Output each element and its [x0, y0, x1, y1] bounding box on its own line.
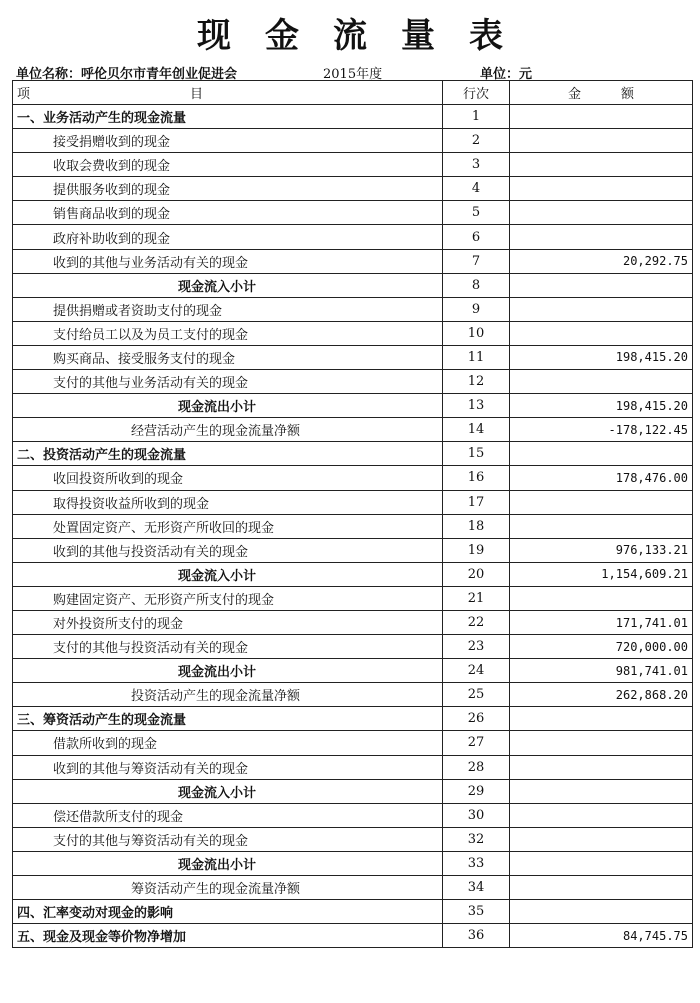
- row-number: 13: [443, 394, 510, 418]
- header-amount: [510, 81, 693, 105]
- row-item: 对外投资所支付的现金: [13, 610, 443, 634]
- table-row: [13, 755, 693, 779]
- row-item: 购建固定资产、无形资产所支付的现金: [13, 586, 443, 610]
- row-amount: [510, 490, 693, 514]
- table-row: [13, 297, 693, 321]
- table-header-row: [13, 81, 693, 105]
- row-item: 一、业务活动产生的现金流量: [13, 105, 443, 129]
- row-item: 支付的其他与投资活动有关的现金: [13, 635, 443, 659]
- row-number: 34: [443, 876, 510, 900]
- table-row: [13, 177, 693, 201]
- row-amount: 178,476.00: [510, 466, 693, 490]
- row-item: 投资活动产生的现金流量净额: [13, 683, 443, 707]
- table-row: [13, 345, 693, 369]
- row-item: 支付的其他与业务活动有关的现金: [13, 370, 443, 394]
- table-row: [13, 249, 693, 273]
- row-amount: [510, 900, 693, 924]
- row-amount: 720,000.00: [510, 635, 693, 659]
- row-number: 22: [443, 610, 510, 634]
- row-number: 1: [443, 105, 510, 129]
- row-number: 19: [443, 538, 510, 562]
- table-row: [13, 827, 693, 851]
- row-amount: [510, 876, 693, 900]
- row-item: 收回投资所收到的现金: [13, 466, 443, 490]
- row-item: 提供捐赠或者资助支付的现金: [13, 297, 443, 321]
- row-number: 20: [443, 562, 510, 586]
- row-item: 提供服务收到的现金: [13, 177, 443, 201]
- currency-unit: 单位：元: [480, 67, 533, 82]
- row-amount: 171,741.01: [510, 610, 693, 634]
- row-item: 筹资活动产生的现金流量净额: [13, 876, 443, 900]
- row-amount: 262,868.20: [510, 683, 693, 707]
- row-number: 3: [443, 153, 510, 177]
- row-amount: [510, 105, 693, 129]
- row-item: 经营活动产生的现金流量净额: [13, 418, 443, 442]
- header-item-a: 项: [17, 87, 31, 102]
- header-amount-a: 金: [567, 87, 581, 102]
- row-number: 6: [443, 225, 510, 249]
- unit-name: 单位名称：呼伦贝尔市青年创业促进会: [16, 67, 238, 82]
- row-amount: [510, 803, 693, 827]
- table-row: [13, 153, 693, 177]
- table-row: [13, 876, 693, 900]
- row-item: 接受捐赠收到的现金: [13, 129, 443, 153]
- row-item: 销售商品收到的现金: [13, 201, 443, 225]
- table-row: [13, 442, 693, 466]
- table-row: [13, 273, 693, 297]
- row-item: 现金流入小计: [13, 562, 443, 586]
- row-number: 25: [443, 683, 510, 707]
- row-item: 处置固定资产、无形资产所收回的现金: [13, 514, 443, 538]
- row-item: 收取会费收到的现金: [13, 153, 443, 177]
- header-row-no: 行次: [443, 81, 510, 105]
- row-number: 15: [443, 442, 510, 466]
- table-row: [13, 851, 693, 875]
- row-amount: [510, 129, 693, 153]
- table-row: [13, 514, 693, 538]
- table-row: [13, 490, 693, 514]
- row-number: 9: [443, 297, 510, 321]
- table-row: [13, 466, 693, 490]
- row-item: 现金流入小计: [13, 779, 443, 803]
- row-amount: [510, 586, 693, 610]
- table-row: [13, 394, 693, 418]
- row-item: 政府补助收到的现金: [13, 225, 443, 249]
- row-amount: [510, 321, 693, 345]
- row-amount: [510, 851, 693, 875]
- table-row: [13, 610, 693, 634]
- row-number: 8: [443, 273, 510, 297]
- row-item: 收到的其他与业务活动有关的现金: [13, 249, 443, 273]
- row-item: 购买商品、接受服务支付的现金: [13, 345, 443, 369]
- row-item: 现金流出小计: [13, 394, 443, 418]
- table-row: [13, 201, 693, 225]
- fiscal-year: 2015年度: [323, 67, 383, 82]
- row-item: 取得投资收益所收到的现金: [13, 490, 443, 514]
- row-item: 二、投资活动产生的现金流量: [13, 442, 443, 466]
- row-number: 21: [443, 586, 510, 610]
- table-row: [13, 105, 693, 129]
- row-number: 27: [443, 731, 510, 755]
- row-number: 36: [443, 924, 510, 948]
- row-number: 23: [443, 635, 510, 659]
- table-row: [13, 659, 693, 683]
- table-row: [13, 586, 693, 610]
- row-number: 18: [443, 514, 510, 538]
- row-number: 2: [443, 129, 510, 153]
- table-row: [13, 418, 693, 442]
- row-amount: [510, 827, 693, 851]
- row-number: 24: [443, 659, 510, 683]
- table-row: [13, 707, 693, 731]
- row-number: 33: [443, 851, 510, 875]
- row-number: 26: [443, 707, 510, 731]
- row-amount: 84,745.75: [510, 924, 693, 948]
- row-number: 4: [443, 177, 510, 201]
- row-amount: [510, 755, 693, 779]
- row-amount: 976,133.21: [510, 538, 693, 562]
- row-amount: [510, 442, 693, 466]
- row-item: 支付给员工以及为员工支付的现金: [13, 321, 443, 345]
- header-item-b: 目: [190, 87, 204, 102]
- row-amount: [510, 153, 693, 177]
- row-amount: -178,122.45: [510, 418, 693, 442]
- row-number: 30: [443, 803, 510, 827]
- page-title: 现金流量表: [197, 16, 537, 56]
- row-item: 借款所收到的现金: [13, 731, 443, 755]
- table-row: [13, 129, 693, 153]
- row-item: 现金流出小计: [13, 851, 443, 875]
- row-item: 偿还借款所支付的现金: [13, 803, 443, 827]
- table-row: [13, 803, 693, 827]
- row-amount: [510, 273, 693, 297]
- row-amount: [510, 370, 693, 394]
- table-row: [13, 635, 693, 659]
- row-amount: 198,415.20: [510, 345, 693, 369]
- header-amount-b: 额: [621, 87, 635, 102]
- row-number: 5: [443, 201, 510, 225]
- cash-flow-table: [12, 80, 693, 948]
- row-item: 收到的其他与筹资活动有关的现金: [13, 755, 443, 779]
- row-amount: [510, 297, 693, 321]
- row-amount: 1,154,609.21: [510, 562, 693, 586]
- row-number: 28: [443, 755, 510, 779]
- table-row: [13, 731, 693, 755]
- row-amount: [510, 177, 693, 201]
- row-number: 10: [443, 321, 510, 345]
- row-amount: [510, 707, 693, 731]
- table-row: [13, 900, 693, 924]
- row-item: 四、汇率变动对现金的影响: [13, 900, 443, 924]
- row-number: 35: [443, 900, 510, 924]
- row-amount: [510, 225, 693, 249]
- row-number: 14: [443, 418, 510, 442]
- row-number: 32: [443, 827, 510, 851]
- row-number: 12: [443, 370, 510, 394]
- row-amount: 20,292.75: [510, 249, 693, 273]
- header-item: [13, 81, 443, 105]
- row-amount: [510, 779, 693, 803]
- table-row: [13, 370, 693, 394]
- table-row: [13, 225, 693, 249]
- row-amount: 981,741.01: [510, 659, 693, 683]
- table-row: [13, 321, 693, 345]
- row-amount: [510, 514, 693, 538]
- row-item: 现金流出小计: [13, 659, 443, 683]
- row-item: 三、筹资活动产生的现金流量: [13, 707, 443, 731]
- row-amount: [510, 731, 693, 755]
- row-item: 现金流入小计: [13, 273, 443, 297]
- table-row: [13, 538, 693, 562]
- row-number: 17: [443, 490, 510, 514]
- table-row: [13, 562, 693, 586]
- row-number: 7: [443, 249, 510, 273]
- table-row: [13, 779, 693, 803]
- table-row: [13, 683, 693, 707]
- row-amount: 198,415.20: [510, 394, 693, 418]
- table-row: [13, 924, 693, 948]
- row-item: 收到的其他与投资活动有关的现金: [13, 538, 443, 562]
- row-number: 16: [443, 466, 510, 490]
- row-item: 五、现金及现金等价物净增加: [13, 924, 443, 948]
- row-number: 29: [443, 779, 510, 803]
- row-amount: [510, 201, 693, 225]
- row-number: 11: [443, 345, 510, 369]
- row-item: 支付的其他与筹资活动有关的现金: [13, 827, 443, 851]
